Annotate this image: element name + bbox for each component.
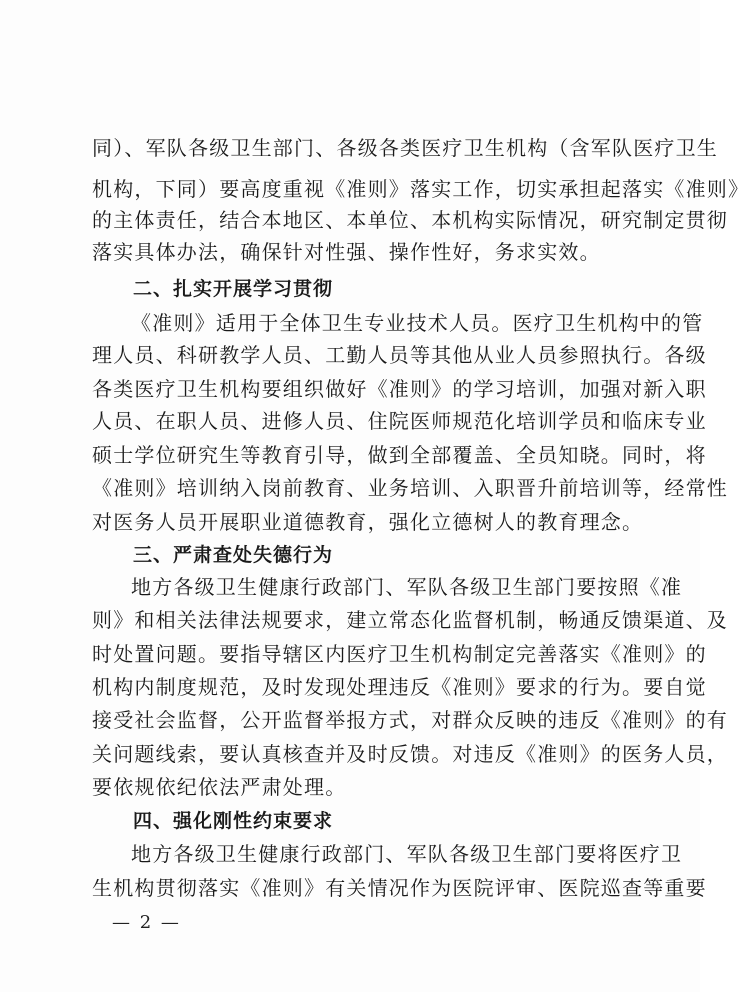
paragraph-line: 同）、军队各级卫生部门、各级各类医疗卫生机构（含军队医疗卫生 xyxy=(92,136,718,160)
paragraph-line: 对医务人员开展职业道德教育，强化立德树人的教育理念。 xyxy=(92,510,644,534)
paragraph-line: 《准则》适用于全体卫生专业技术人员。医疗卫生机构中的管 xyxy=(131,311,704,335)
paragraph-line: 人员、在职人员、进修人员、住院医师规范化培训学员和临床专业 xyxy=(92,409,707,433)
paragraph-line: 硕士学位研究生等教育引导，做到全部覆盖、全员知晓。同时，将 xyxy=(92,443,707,467)
paragraph-line: 落实具体办法，确保针对性强、操作性好，务求实效。 xyxy=(92,240,601,264)
section-heading: 三、严肃查处失德行为 xyxy=(133,544,334,566)
paragraph-line: 地方各级卫生健康行政部门、军队各级卫生部门要将医疗卫 xyxy=(131,842,683,866)
paragraph-line: 《准则》培训纳入岗前教育、业务培训、入职晋升前培训等，经常性 xyxy=(92,476,728,500)
paragraph-line: 生机构贯彻落实《准则》有关情况作为医院评审、医院巡查等重要 xyxy=(92,876,707,900)
paragraph-line: 机构，下同）要高度重视《准则》落实工作，切实承担起落实《准则》 xyxy=(92,177,749,201)
section-heading: 四、强化刚性约束要求 xyxy=(133,810,334,832)
paragraph-line: 的主体责任，结合本地区、本单位、本机构实际情况，研究制定贯彻 xyxy=(92,208,728,232)
paragraph-line: 各类医疗卫生机构要组织做好《准则》的学习培训，加强对新入职 xyxy=(92,377,707,401)
page-number: — 2 — xyxy=(112,912,181,933)
section-heading: 二、扎实开展学习贯彻 xyxy=(133,278,334,300)
paragraph-line: 要依规依纪依法严肃处理。 xyxy=(92,775,347,799)
paragraph-line: 机构内制度规范，及时发现处理违反《准则》要求的行为。要自觉 xyxy=(92,675,707,699)
paragraph-line: 关问题线索，要认真核查并及时反馈。对违反《准则》的医务人员， xyxy=(92,742,728,766)
paragraph-line: 理人员、科研教学人员、工勤人员等其他从业人员参照执行。各级 xyxy=(92,343,707,367)
paragraph-line: 时处置问题。要指导辖区内医疗卫生机构制定完善落实《准则》的 xyxy=(92,642,707,666)
paragraph-line: 接受社会监督，公开监督举报方式，对群众反映的违反《准则》的有 xyxy=(92,708,728,732)
paragraph-line: 则》和相关法律法规要求，建立常态化监督机制，畅通反馈渠道、及 xyxy=(92,608,728,632)
paragraph-line: 地方各级卫生健康行政部门、军队各级卫生部门要按照《准 xyxy=(131,575,683,599)
